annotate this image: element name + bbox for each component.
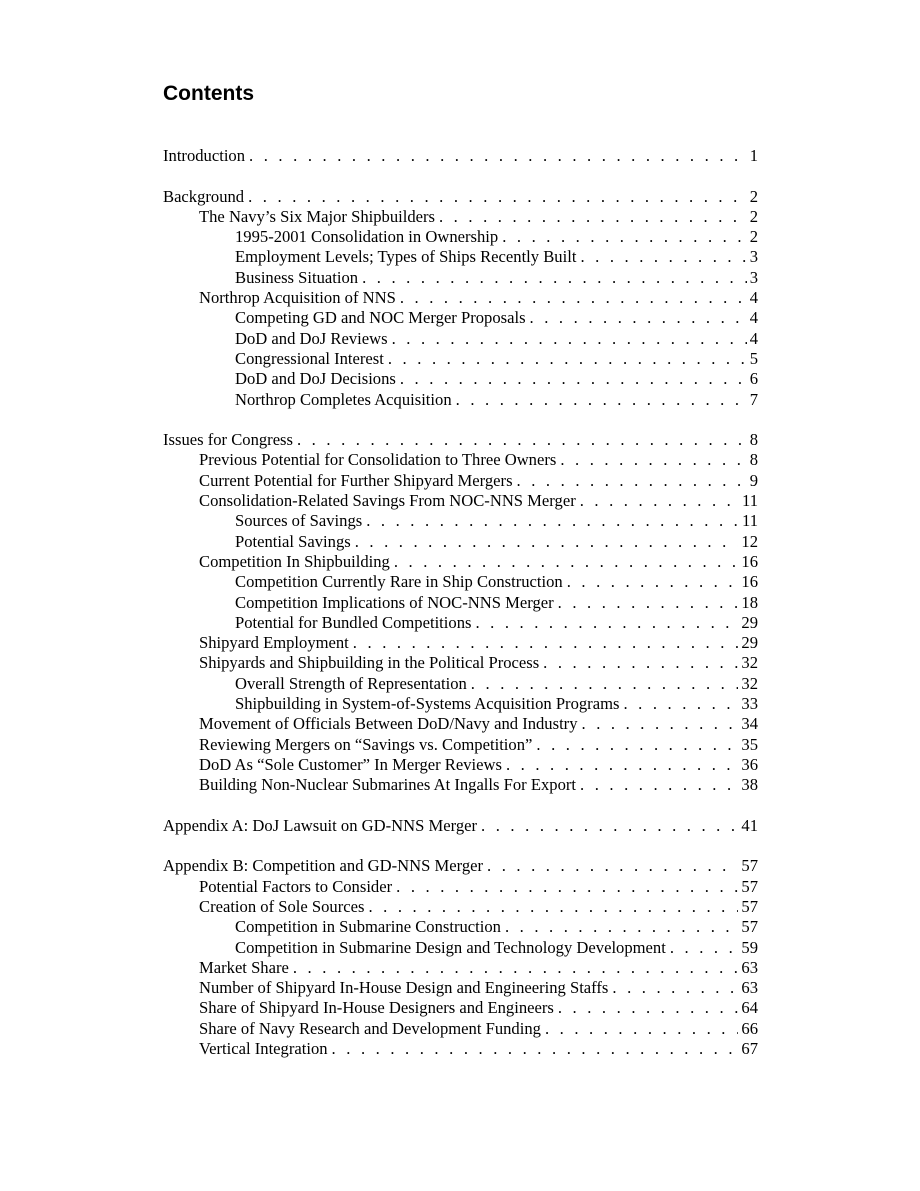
dot-leader — [388, 349, 747, 369]
toc-entry-title: Vertical Integration — [199, 1039, 328, 1059]
toc-entry-page: 32 — [741, 673, 758, 693]
toc-entry[interactable] — [163, 938, 758, 958]
dot-leader — [353, 633, 739, 653]
toc-entry-page: 59 — [741, 937, 758, 957]
dot-leader — [332, 1039, 739, 1059]
toc-entry-page: 2 — [749, 186, 758, 206]
toc-entry[interactable] — [163, 349, 758, 369]
toc-entry-page: 36 — [741, 754, 758, 774]
toc-entry-title: Potential Factors to Consider — [199, 876, 393, 896]
toc-entry[interactable] — [163, 633, 758, 653]
toc-entry-title: Number of Shipyard In-House Design and Engineering Staffs — [199, 978, 609, 998]
dot-leader — [558, 593, 739, 613]
toc-entry[interactable] — [163, 288, 758, 308]
toc-entry-page: 57 — [741, 876, 758, 896]
toc-entry[interactable] — [163, 978, 758, 998]
toc-entry-page: 11 — [742, 491, 758, 511]
toc-entry[interactable] — [163, 369, 758, 389]
dot-leader — [545, 1019, 738, 1039]
toc-entry-page: 64 — [741, 998, 758, 1018]
toc-entry-page: 3 — [749, 247, 758, 267]
toc-entry-page: 6 — [749, 369, 758, 389]
toc-entry-title: Shipyard Employment — [199, 633, 349, 653]
toc-entry-title: Competition in Submarine Construction — [235, 917, 501, 937]
toc-entry[interactable] — [163, 308, 758, 328]
toc-entry-page: 38 — [741, 775, 758, 795]
toc-entry-title: Competition Implications of NOC-NNS Merger — [235, 592, 554, 612]
dot-leader — [439, 207, 747, 227]
toc-entry-page: 66 — [741, 1018, 758, 1038]
dot-leader — [502, 227, 747, 247]
toc-entry-page: 34 — [741, 714, 758, 734]
dot-leader — [560, 450, 746, 470]
dot-leader — [249, 146, 747, 166]
toc-entry[interactable] — [163, 755, 758, 775]
toc-entry[interactable] — [163, 146, 758, 166]
toc-entry[interactable] — [163, 511, 758, 531]
dot-leader — [543, 653, 738, 673]
dot-leader — [362, 268, 747, 288]
toc-entry[interactable] — [163, 653, 758, 673]
toc-entry[interactable] — [163, 390, 758, 410]
toc-entry-title: Building Non-Nuclear Submarines At Ingalls For Export — [199, 775, 576, 795]
toc-entry[interactable] — [163, 816, 758, 836]
toc-entry-title: Northrop Completes Acquisition — [235, 389, 452, 409]
toc-entry-page: 4 — [749, 288, 758, 308]
toc-entry-title: Current Potential for Further Shipyard Mergers — [199, 470, 513, 490]
toc-entry-title: Share of Shipyard In-House Designers and Engineers — [199, 998, 554, 1018]
toc-entry-title: Creation of Sole Sources — [199, 896, 365, 916]
toc-entry-page: 2 — [749, 206, 758, 226]
dot-leader — [580, 247, 746, 267]
toc-entry-page: 8 — [749, 430, 758, 450]
page-title: Contents — [163, 82, 254, 105]
toc-entry-page: 16 — [741, 572, 758, 592]
toc-entry-page: 57 — [741, 896, 758, 916]
toc-entry[interactable] — [163, 207, 758, 227]
toc-entry-title: Overall Strength of Representation — [235, 673, 467, 693]
toc-entry-page: 2 — [749, 227, 758, 247]
toc-entry-title: Movement of Officials Between DoD/Navy and Industry — [199, 714, 578, 734]
toc-entry-title: Employment Levels; Types of Ships Recently Built — [235, 247, 577, 267]
toc-entry-title: Background — [163, 186, 245, 206]
toc-entry[interactable] — [163, 227, 758, 247]
toc-entry-page: 41 — [741, 815, 758, 835]
toc-entry-page: 63 — [741, 978, 758, 998]
toc-entry[interactable] — [163, 897, 758, 917]
dot-leader — [297, 430, 747, 450]
dot-leader — [670, 938, 739, 958]
toc-entry-page: 12 — [741, 531, 758, 551]
dot-leader — [392, 329, 747, 349]
toc-entry[interactable] — [163, 877, 758, 897]
toc-entry-page: 5 — [749, 348, 758, 368]
toc-entry-title: Sources of Savings — [235, 511, 363, 531]
dot-leader — [481, 816, 738, 836]
toc-entry[interactable] — [163, 998, 758, 1018]
toc-entry-page: 67 — [741, 1039, 758, 1059]
dot-leader — [355, 532, 739, 552]
toc-entry[interactable] — [163, 247, 758, 267]
toc-entry-page: 57 — [741, 917, 758, 937]
dot-leader — [580, 775, 738, 795]
toc-entry-page: 29 — [741, 633, 758, 653]
toc-entry[interactable] — [163, 856, 758, 876]
dot-leader — [612, 978, 738, 998]
toc-entry-title: Competition In Shipbuilding — [199, 551, 390, 571]
toc-entry-title: Potential Savings — [235, 531, 351, 551]
toc-entry-title: Appendix B: Competition and GD-NNS Merger — [163, 856, 484, 876]
toc-entry[interactable] — [163, 917, 758, 937]
dot-leader — [293, 958, 739, 978]
dot-leader — [517, 471, 747, 491]
toc-entry[interactable] — [163, 958, 758, 978]
toc-entry-title: Competing GD and NOC Merger Proposals — [235, 308, 526, 328]
toc-entry-title: Appendix A: DoJ Lawsuit on GD-NNS Merger — [163, 815, 478, 835]
dot-leader — [248, 187, 747, 207]
toc-entry-page: 32 — [741, 653, 758, 673]
toc-entry-title: Consolidation-Related Savings From NOC-NNS Merger — [199, 491, 576, 511]
toc-entry-page: 1 — [749, 146, 758, 165]
toc-entry-title: DoD and DoJ Decisions — [235, 369, 396, 389]
toc-entry[interactable] — [163, 674, 758, 694]
toc-entry-title: Business Situation — [235, 267, 359, 287]
toc-entry[interactable] — [163, 187, 758, 207]
toc-entry-title: Issues for Congress — [163, 430, 293, 450]
toc-entry-page: 35 — [741, 734, 758, 754]
toc-entry[interactable] — [163, 450, 758, 470]
toc-entry-title: Shipbuilding in System-of-Systems Acquisition Programs — [235, 694, 620, 714]
toc-entry-title: Reviewing Mergers on “Savings vs. Competition” — [199, 734, 533, 754]
toc-entry-page: 9 — [749, 470, 758, 490]
toc-entry-page: 3 — [749, 267, 758, 287]
toc-entry-page: 8 — [749, 450, 758, 470]
dot-leader — [400, 369, 747, 389]
dot-leader — [368, 897, 738, 917]
dot-leader — [558, 998, 739, 1018]
toc-entry-title: Competition in Submarine Design and Technology Development — [235, 937, 666, 957]
toc-entry-title: Northrop Acquisition of NNS — [199, 288, 396, 308]
toc-entry-title: Share of Navy Research and Development Funding — [199, 1018, 541, 1038]
toc-entry-title: Potential for Bundled Competitions — [235, 612, 472, 632]
toc-entry[interactable] — [163, 613, 758, 633]
toc-entry-title: Shipyards and Shipbuilding in the Political Process — [199, 653, 540, 673]
toc-entry-page: 7 — [749, 389, 758, 409]
toc-entry[interactable] — [163, 1019, 758, 1039]
toc-entry-page: 4 — [749, 308, 758, 328]
toc-entry-title: DoD and DoJ Reviews — [235, 328, 388, 348]
toc-entry-page: 57 — [741, 856, 758, 876]
toc-entry-title: Congressional Interest — [235, 348, 384, 368]
toc-entry-title: Previous Potential for Consolidation to Three Owners — [199, 450, 557, 470]
toc-entry[interactable] — [163, 714, 758, 734]
toc-entry-title: Competition Currently Rare in Ship Construction — [235, 572, 563, 592]
dot-leader — [366, 511, 739, 531]
table-of-contents — [163, 146, 758, 1059]
dot-leader — [456, 390, 747, 410]
toc-entry-page: 16 — [741, 551, 758, 571]
toc-entry-page: 11 — [742, 511, 758, 531]
toc-entry[interactable] — [163, 491, 758, 511]
dot-leader — [530, 308, 747, 328]
toc-entry[interactable] — [163, 430, 758, 450]
toc-entry-title: 1995-2001 Consolidation in Ownership — [235, 227, 499, 247]
dot-leader — [580, 491, 739, 511]
toc-entry-page: 33 — [741, 694, 758, 714]
dot-leader — [582, 714, 739, 734]
toc-entry-page: 18 — [741, 592, 758, 612]
toc-entry[interactable] — [163, 775, 758, 795]
toc-entry-title: DoD As “Sole Customer” In Merger Reviews — [199, 754, 502, 774]
toc-entry[interactable] — [163, 552, 758, 572]
dot-leader — [505, 917, 738, 937]
dot-leader — [623, 694, 738, 714]
dot-leader — [400, 288, 747, 308]
toc-entry[interactable] — [163, 329, 758, 349]
toc-entry[interactable] — [163, 1039, 758, 1059]
toc-entry-title: Market Share — [199, 957, 289, 977]
dot-leader — [487, 856, 738, 876]
toc-entry-title: Introduction — [163, 146, 246, 165]
toc-entry[interactable] — [163, 735, 758, 755]
dot-leader — [396, 877, 738, 897]
toc-entry[interactable] — [163, 593, 758, 613]
toc-entry-page: 29 — [741, 612, 758, 632]
dot-leader — [567, 572, 739, 592]
dot-leader — [475, 613, 738, 633]
toc-entry-page: 4 — [749, 328, 758, 348]
dot-leader — [394, 552, 739, 572]
toc-entry[interactable] — [163, 471, 758, 491]
toc-entry-page: 63 — [741, 957, 758, 977]
toc-entry[interactable] — [163, 532, 758, 552]
dot-leader — [506, 755, 738, 775]
toc-entry-title: The Navy’s Six Major Shipbuilders — [199, 206, 435, 226]
toc-entry[interactable] — [163, 268, 758, 288]
dot-leader — [536, 735, 738, 755]
dot-leader — [471, 674, 739, 694]
toc-entry[interactable] — [163, 694, 758, 714]
toc-entry[interactable] — [163, 572, 758, 592]
